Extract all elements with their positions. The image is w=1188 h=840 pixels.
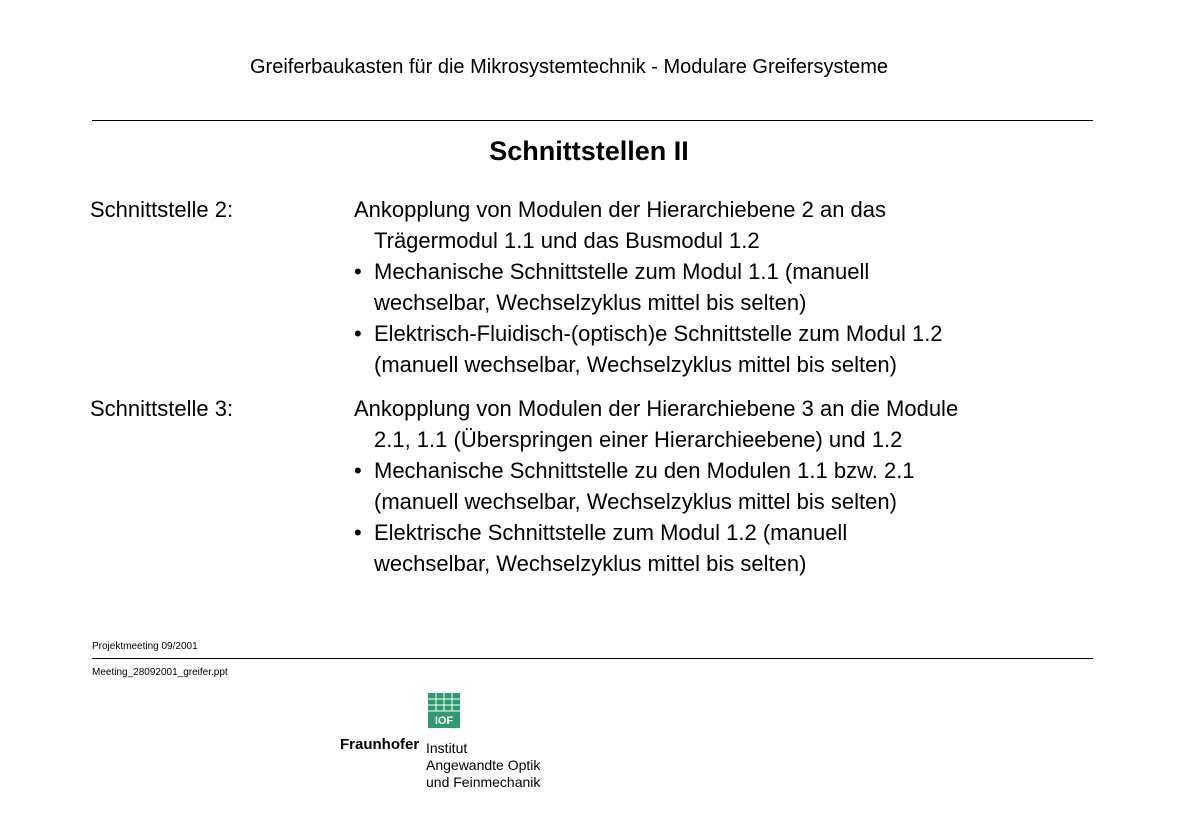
bullet-continuation: wechselbar, Wechselzyklus mittel bis selten) (374, 551, 807, 576)
bullet-icon: • (354, 321, 362, 346)
description-line: Ankopplung von Modulen der Hierarchiebene 2 an das (354, 197, 887, 222)
description-line: Ankopplung von Modulen der Hierarchiebene 3 an die Module (354, 396, 959, 421)
bullet-text: Mechanische Schnittstelle zu den Modulen 1.1 bzw. 2.1 (374, 458, 915, 483)
footer-meeting: Projektmeeting 09/2001 (92, 641, 198, 652)
bullet-icon: • (354, 458, 362, 483)
fraunhofer-logo (340, 693, 580, 803)
section-label: Schnittstelle 2: (90, 197, 234, 222)
bullet-continuation: (manuell wechselbar, Wechselzyklus mittel bis selten) (374, 489, 897, 514)
logo-badge-text: IOF (434, 715, 454, 727)
slide-title: Schnittstellen II (489, 136, 689, 166)
logo-institute (426, 740, 540, 791)
description-line: 2.1, 1.1 (Überspringen einer Hierarchieebene) und 1.2 (374, 427, 903, 452)
bullet-text: Elektrische Schnittstelle zum Modul 1.2 (manuell (374, 520, 848, 545)
iof-grid-icon (428, 693, 460, 728)
bullet-continuation: (manuell wechselbar, Wechselzyklus mittel bis selten) (374, 352, 897, 377)
bullet-icon: • (354, 520, 362, 545)
section-content (354, 194, 1114, 380)
header-title: Greiferbaukasten für die Mikrosystemtechnik - Modulare Greifersysteme (249, 56, 888, 78)
bullet-text: Elektrisch-Fluidisch-(optisch)e Schnittstelle zum Modul 1.2 (374, 321, 943, 346)
footer-filename: Meeting_28092001_greifer.ppt (92, 667, 228, 678)
section-label: Schnittstelle 3: (90, 396, 234, 421)
logo-wordmark: Fraunhofer (340, 736, 420, 753)
logo-institute-line: Angewandte Optik (426, 757, 541, 773)
bullet-icon: • (354, 259, 362, 284)
footer-rule (92, 658, 1093, 659)
logo-institute-line: Institut (426, 740, 468, 756)
bullet-item (354, 318, 1114, 349)
bullet-continuation: wechselbar, Wechselzyklus mittel bis selten) (374, 290, 807, 315)
bullet-item (354, 517, 1114, 548)
logo-institute-line: und Feinmechanik (426, 774, 541, 790)
bullet-item (354, 256, 1114, 287)
section-content (354, 393, 1114, 579)
bullet-item (354, 455, 1114, 486)
bullet-text: Mechanische Schnittstelle zum Modul 1.1 (manuell (374, 259, 870, 284)
header-rule (92, 120, 1093, 121)
description-line: Trägermodul 1.1 und das Busmodul 1.2 (374, 228, 760, 253)
